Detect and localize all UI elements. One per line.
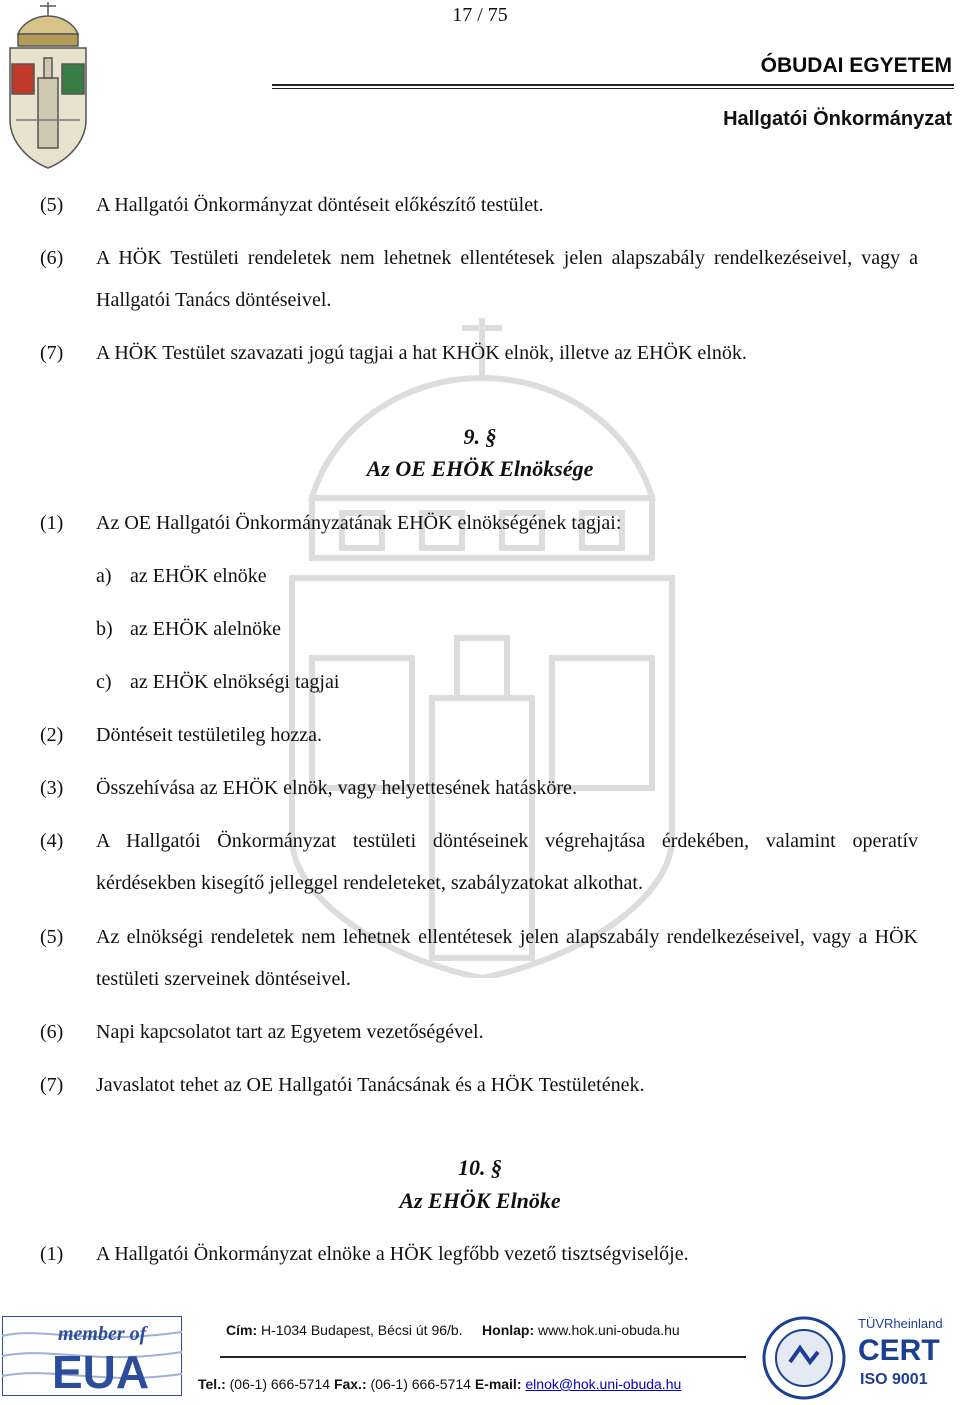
- email-label: E-mail:: [474, 1376, 522, 1392]
- list-item: [40, 502, 918, 544]
- item-text: Az OE Hallgatói Önkormányzatának EHÖK elnökségének tagjai:: [96, 512, 622, 534]
- web-label: Honlap:: [482, 1322, 535, 1338]
- university-name: ÓBUDAI EGYETEM: [760, 54, 952, 77]
- eua-acronym: EUA: [52, 1346, 150, 1396]
- list-item: [40, 1233, 918, 1275]
- item-number: (7): [40, 1074, 64, 1096]
- item-text: A HÖK Testület szavazati jogú tagjai a hat KHÖK elnök, illetve az EHÖK elnök.: [96, 342, 747, 364]
- footer-contact-line: [198, 1376, 681, 1392]
- tuv-cert-logo: [760, 1312, 958, 1404]
- item-text: Összehívása az EHÖK elnök, vagy helyettesének hatásköre.: [96, 777, 577, 799]
- item-number: (3): [40, 777, 64, 799]
- tuv-brand-text: TÜVRheinland: [858, 1316, 943, 1331]
- sub-item-text: az EHÖK elnöke: [130, 565, 267, 587]
- list-item: [40, 332, 918, 374]
- list-item: [40, 714, 918, 756]
- item-number: (4): [40, 830, 64, 852]
- item-number: (5): [40, 194, 64, 216]
- address-label: Cím:: [226, 1322, 258, 1338]
- sub-item: [96, 667, 339, 697]
- section-title: Az OE EHÖK Elnöksége: [366, 456, 594, 481]
- list-item: [40, 1011, 918, 1053]
- tuv-cert-text: CERT: [858, 1334, 940, 1367]
- item-text: A Hallgatói Önkormányzat elnöke a HÖK legfőbb vezető tisztségviselője.: [96, 1243, 689, 1265]
- tuv-iso-text: ISO 9001: [860, 1371, 928, 1388]
- sub-item-letter: b): [96, 618, 113, 640]
- tel-label: Tel.:: [198, 1376, 226, 1392]
- item-number: (1): [40, 1243, 64, 1265]
- item-text: Döntéseit testületileg hozza.: [96, 724, 323, 746]
- item-text: Javaslatot tehet az OE Hallgatói Tanácsának és a HÖK Testületének.: [96, 1074, 645, 1096]
- sub-item-text: az EHÖK elnökségi tagjai: [130, 671, 340, 693]
- web-value[interactable]: www.hok.uni-obuda.hu: [538, 1322, 680, 1338]
- item-text: Az elnökségi rendeletek nem lehetnek ellentétesek jelen alapszabály rendelkezéseivel, vagy a HÖK testületi szerveinek döntéseivel.: [96, 926, 918, 990]
- organization-name: Hallgatói Önkormányzat: [723, 108, 952, 130]
- university-crest-logo: [4, 2, 92, 170]
- sub-item-text: az EHÖK alelnöke: [130, 618, 282, 640]
- item-number: (2): [40, 724, 64, 746]
- section-number: 10. §: [458, 1155, 502, 1180]
- footer-divider: [220, 1356, 746, 1358]
- tel-value: (06-1) 666-5714: [229, 1376, 331, 1392]
- sub-item-letter: c): [96, 671, 112, 693]
- section-number: 9. §: [463, 424, 497, 449]
- list-item: [40, 1064, 918, 1106]
- item-number: (7): [40, 342, 64, 364]
- item-text: A Hallgatói Önkormányzat testületi döntéseinek végrehajtása érdekében, valamint operatív kérdésekben kisegítő jelleggel rendeleteket, szabályzatokat alkothat.: [96, 830, 918, 894]
- list-item: [40, 916, 918, 1000]
- list-item: [40, 767, 918, 809]
- fax-value: (06-1) 666-5714: [370, 1376, 471, 1392]
- page-number: 17 / 75: [452, 4, 508, 26]
- eua-member-text: member of: [58, 1323, 147, 1345]
- fax-label: Fax.:: [333, 1376, 367, 1392]
- item-number: (1): [40, 512, 64, 534]
- item-text: Napi kapcsolatot tart az Egyetem vezetőségével.: [96, 1021, 484, 1043]
- sub-item-letter: a): [96, 565, 112, 587]
- item-number: (6): [40, 247, 64, 269]
- address-value: H-1034 Budapest, Bécsi út 96/b.: [261, 1322, 463, 1338]
- sub-item: [96, 561, 267, 591]
- item-text: A Hallgatói Önkormányzat döntéseit előkészítő testület.: [96, 194, 544, 216]
- list-item: [40, 184, 918, 226]
- list-item: [40, 820, 918, 904]
- item-number: (5): [40, 926, 64, 948]
- header-divider-thin: [272, 88, 954, 89]
- sub-item: [96, 614, 281, 644]
- email-link[interactable]: elnok@hok.uni-obuda.hu: [525, 1376, 682, 1392]
- item-number: (6): [40, 1021, 64, 1043]
- list-item: [40, 237, 918, 321]
- item-text: A HÖK Testületi rendeletek nem lehetnek ellentétesek jelen alapszabály rendelkezéseivel, vagy a Hallgatói Tanács döntéseivel.: [96, 247, 918, 311]
- footer-address-line: [226, 1322, 680, 1338]
- section-title: Az EHÖK Elnöke: [399, 1188, 561, 1213]
- eua-member-logo: [2, 1316, 182, 1396]
- header-divider: [272, 84, 954, 86]
